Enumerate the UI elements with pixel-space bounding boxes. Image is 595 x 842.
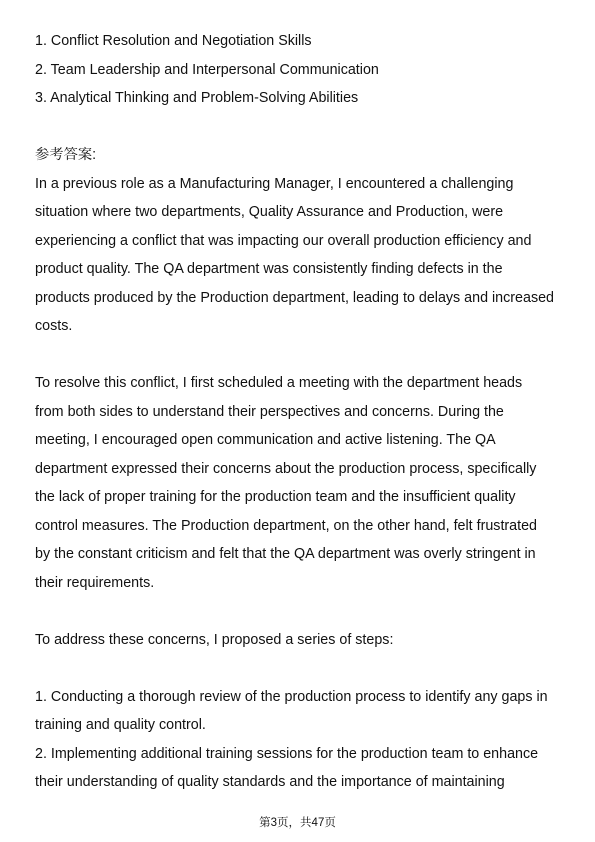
text-line: experiencing a conflict that was impacting our overall production efficiency and bbox=[35, 232, 532, 249]
list-item: training and quality control. bbox=[35, 717, 206, 733]
text-line: meeting, I encouraged open communication and active listening. The QA bbox=[35, 432, 496, 448]
spacer bbox=[35, 654, 565, 683]
text-line: To address these concerns, I proposed a series of steps: bbox=[35, 631, 394, 648]
list-item: 1. Conducting a thorough review of the production process to identify any gaps in bbox=[35, 688, 548, 705]
spacer bbox=[35, 597, 565, 626]
text-line: department expressed their concerns about the production process, specifically bbox=[35, 460, 537, 477]
list-item: their understanding of quality standards and the importance of maintaining bbox=[35, 774, 505, 790]
text-line: from both sides to understand their perspectives and concerns. During the bbox=[35, 403, 504, 420]
text-line: To resolve this conflict, I first scheduled a meeting with the department heads bbox=[35, 375, 523, 391]
text-line: situation where two departments, Quality Assurance and Production, were bbox=[35, 204, 504, 220]
answer-heading: 参考答案: bbox=[35, 147, 97, 163]
text-line: products produced by the Production department, leading to delays and increased bbox=[35, 289, 554, 306]
text-line: by the constant criticism and felt that the QA department was overly stringent in bbox=[35, 546, 536, 562]
text-line: product quality. The QA department was consistently finding defects in the bbox=[35, 261, 503, 277]
list-item: 2. Team Leadership and Interpersonal Communication bbox=[35, 61, 379, 78]
list-item: 1. Conflict Resolution and Negotiation Skills bbox=[35, 33, 312, 49]
list-item: 3. Analytical Thinking and Problem-Solving Abilities bbox=[35, 90, 359, 106]
skills-list bbox=[35, 27, 565, 113]
paragraph-2 bbox=[35, 369, 565, 597]
steps-list bbox=[35, 683, 565, 797]
text-line: costs. bbox=[35, 318, 73, 334]
paragraph-1 bbox=[35, 170, 565, 341]
spacer bbox=[35, 341, 565, 370]
text-line: their requirements. bbox=[35, 574, 155, 591]
paragraph-3 bbox=[35, 626, 565, 655]
text-line: control measures. The Production department, on the other hand, felt frustrated bbox=[35, 517, 538, 534]
text-line: In a previous role as a Manufacturing Manager, I encountered a challenging bbox=[35, 175, 514, 192]
spacer bbox=[35, 113, 565, 142]
page-content bbox=[35, 27, 565, 797]
list-item: 2. Implementing additional training sessions for the production team to enhance bbox=[35, 745, 539, 762]
page-footer: 第3页，共47页 bbox=[259, 817, 336, 829]
text-line: the lack of proper training for the production team and the insufficient quality bbox=[35, 489, 516, 505]
